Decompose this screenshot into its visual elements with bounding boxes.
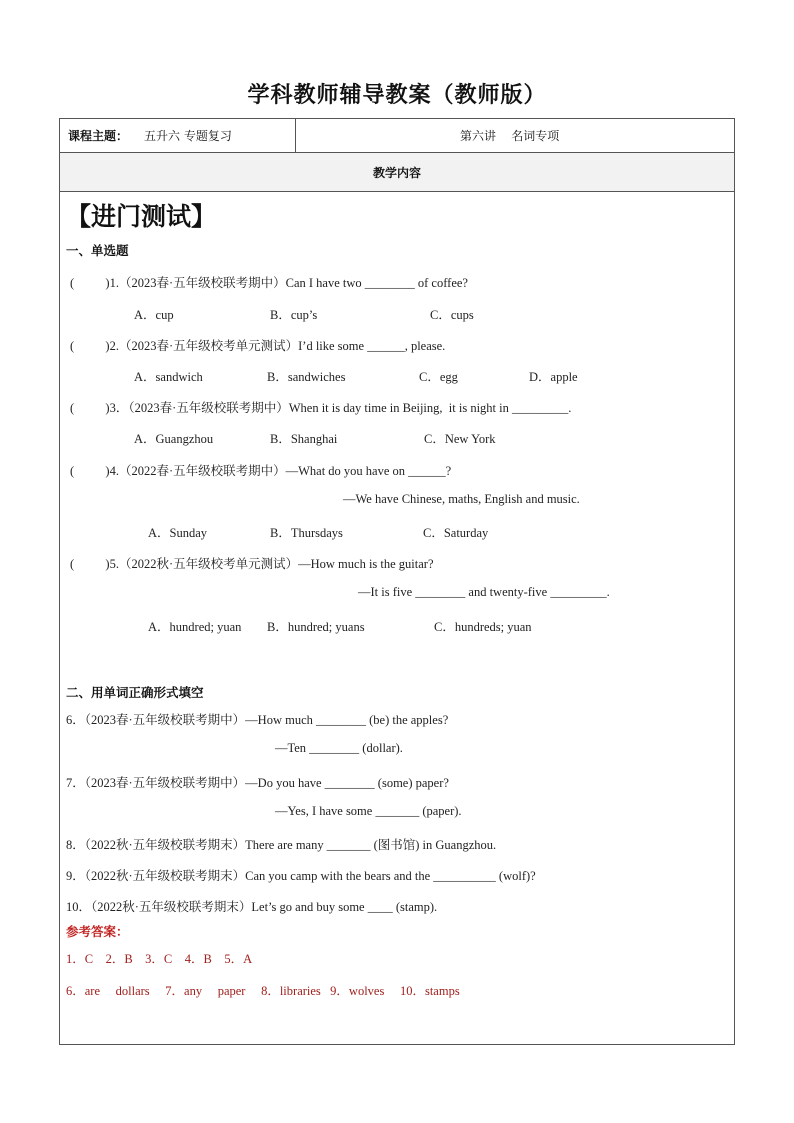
fill-item-9: 9．（2022秋·五年级校联考期末）Can you camp with the bears and the __________ (wolf)? bbox=[66, 869, 536, 883]
answer-key-label: 参考答案： bbox=[66, 924, 129, 939]
fill-item-8: 8．（2022秋·五年级校联考期末）There are many _______ (图书馆) in Guangzhou. bbox=[66, 838, 497, 852]
question-4-reply: —We have Chinese, maths, English and music. bbox=[343, 492, 580, 506]
question-4-option-a: A．Sunday bbox=[148, 526, 208, 540]
header-divider bbox=[295, 119, 296, 153]
section2-heading: 二、用单词正确形式填空 bbox=[66, 685, 204, 700]
lecture-title: 第六讲 名词专项 bbox=[460, 129, 560, 143]
section-entry-test-heading: 【进门测试】 bbox=[66, 202, 217, 231]
question-5-option-b: B．hundred; yuans bbox=[267, 620, 365, 634]
answer-key-line-1: 1．C 2．B 3．C 4．B 5．A bbox=[66, 952, 253, 966]
question-5-stem: ( )5.（2022秋·五年级校考单元测试）—How much is the guitar? bbox=[70, 557, 434, 571]
question-2-option-c: C．egg bbox=[419, 370, 458, 384]
topic-value: 五升六 专题复习 bbox=[144, 129, 232, 143]
fill-item-6-reply: —Ten ________ (dollar). bbox=[275, 741, 403, 755]
question-4-option-c: C．Saturday bbox=[423, 526, 489, 540]
question-5-reply: —It is five ________ and twenty-five _________. bbox=[358, 585, 610, 599]
question-5-option-a: A．hundred; yuan bbox=[148, 620, 242, 634]
question-3-option-b: B．Shanghai bbox=[270, 432, 338, 446]
question-1-option-b: B．cup’s bbox=[270, 308, 318, 322]
fill-item-7-reply: —Yes, I have some _______ (paper). bbox=[275, 804, 462, 818]
question-2-option-d: D．apple bbox=[529, 370, 578, 384]
question-3-stem: ( )3．（2023春·五年级校联考期中）When it is day time in Beijing, it is night in _________. bbox=[70, 401, 572, 415]
question-3-option-a: A．Guangzhou bbox=[134, 432, 214, 446]
fill-item-6: 6．（2023春·五年级校联考期中）—How much ________ (be) the apples? bbox=[66, 713, 449, 727]
fill-item-7: 7．（2023春·五年级校联考期中）—Do you have ________ (some) paper? bbox=[66, 776, 449, 790]
content-label: 教学内容 bbox=[372, 165, 421, 180]
question-2-stem: ( )2.（2023春·五年级校考单元测试）I’d like some ______, please. bbox=[70, 339, 446, 353]
question-5-option-c: C．hundreds; yuan bbox=[434, 620, 532, 634]
question-4-stem: ( )4.（2022春·五年级校联考期中）—What do you have on ______? bbox=[70, 464, 452, 478]
page-title: 学科教师辅导教案（教师版） bbox=[247, 83, 547, 108]
question-4-option-b: B．Thursdays bbox=[270, 526, 343, 540]
question-1-option-a: A．cup bbox=[134, 308, 174, 322]
question-2-option-a: A．sandwich bbox=[134, 370, 203, 384]
question-1-option-c: C．cups bbox=[430, 308, 474, 322]
topic-label: 课程主题： bbox=[68, 129, 129, 143]
fill-item-10: 10．（2022秋·五年级校联考期末）Let’s go and buy some ____ (stamp). bbox=[66, 900, 438, 914]
question-2-option-b: B．sandwiches bbox=[267, 370, 346, 384]
header-row bbox=[60, 119, 734, 153]
question-1-stem: ( )1.（2023春·五年级校联考期中）Can I have two ________ of coffee? bbox=[70, 276, 468, 290]
section1-heading: 一、单选题 bbox=[66, 243, 129, 258]
content-label-row bbox=[60, 153, 734, 192]
question-3-option-c: C．New York bbox=[424, 432, 496, 446]
answer-key-line-2: 6．are dollars 7．any paper 8．libraries 9．wolves 10．stamps bbox=[66, 984, 460, 998]
